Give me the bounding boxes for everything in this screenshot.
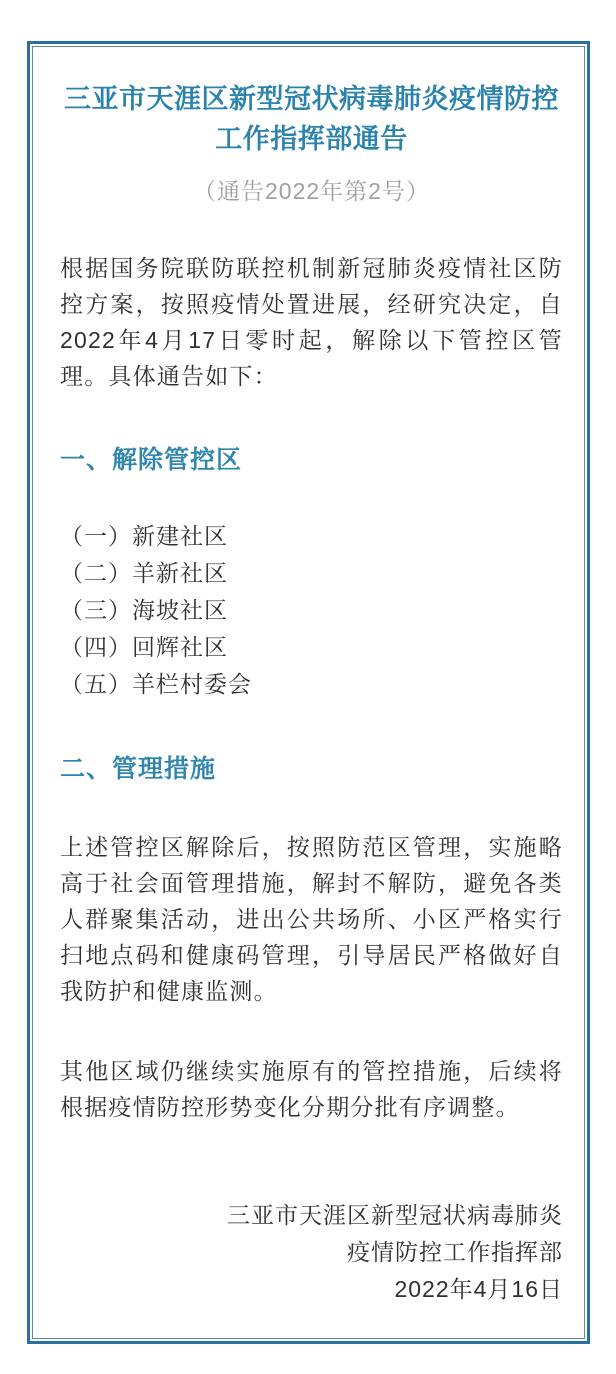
list-item: （五）羊栏村委会: [60, 671, 252, 697]
section-2-heading: 二、管理措施: [60, 755, 217, 783]
measures-paragraph-2: 其他区域仍继续实施原有的管控措施，后续将根据疫情防控形势变化分期分批有序调整。: [60, 1058, 563, 1120]
doc-number: （通告2022年第2号）: [193, 178, 430, 204]
list-item: （四）回辉社区: [60, 634, 228, 660]
notice-frame-inner: [32, 46, 585, 1339]
notice-title: 三亚市天涯区新型冠状病毒肺炎疫情防控工作指挥部通告: [64, 84, 559, 154]
released-area-list: [60, 518, 563, 703]
intro-paragraph: 根据国务院联防联控机制新冠肺炎疫情社区防控方案，按照疫情处置进展，经研究决定，自2022年4月17日零时起，解除以下管控区管理。具体通告如下：: [60, 255, 563, 389]
list-item: （二）羊新社区: [60, 560, 228, 586]
signature-org-line-1: 三亚市天涯区新型冠状病毒肺炎: [227, 1202, 563, 1228]
signature-org-line-2: 疫情防控工作指挥部: [347, 1239, 563, 1265]
section-1-heading: 一、解除管控区: [60, 446, 243, 474]
list-item: （一）新建社区: [60, 523, 228, 549]
notice-frame: [27, 41, 590, 1344]
signature-date: 2022年4月16日: [394, 1276, 563, 1302]
signature-block: [60, 1197, 563, 1308]
list-item: （三）海坡社区: [60, 597, 228, 623]
measures-paragraph-1: 上述管控区解除后，按照防范区管理，实施略高于社会面管理措施，解封不解防，避免各类人群聚集活动，进出公共场所、小区严格实行扫地点码和健康码管理，引导居民严格做好自我防护和健康监测。: [60, 834, 563, 1004]
